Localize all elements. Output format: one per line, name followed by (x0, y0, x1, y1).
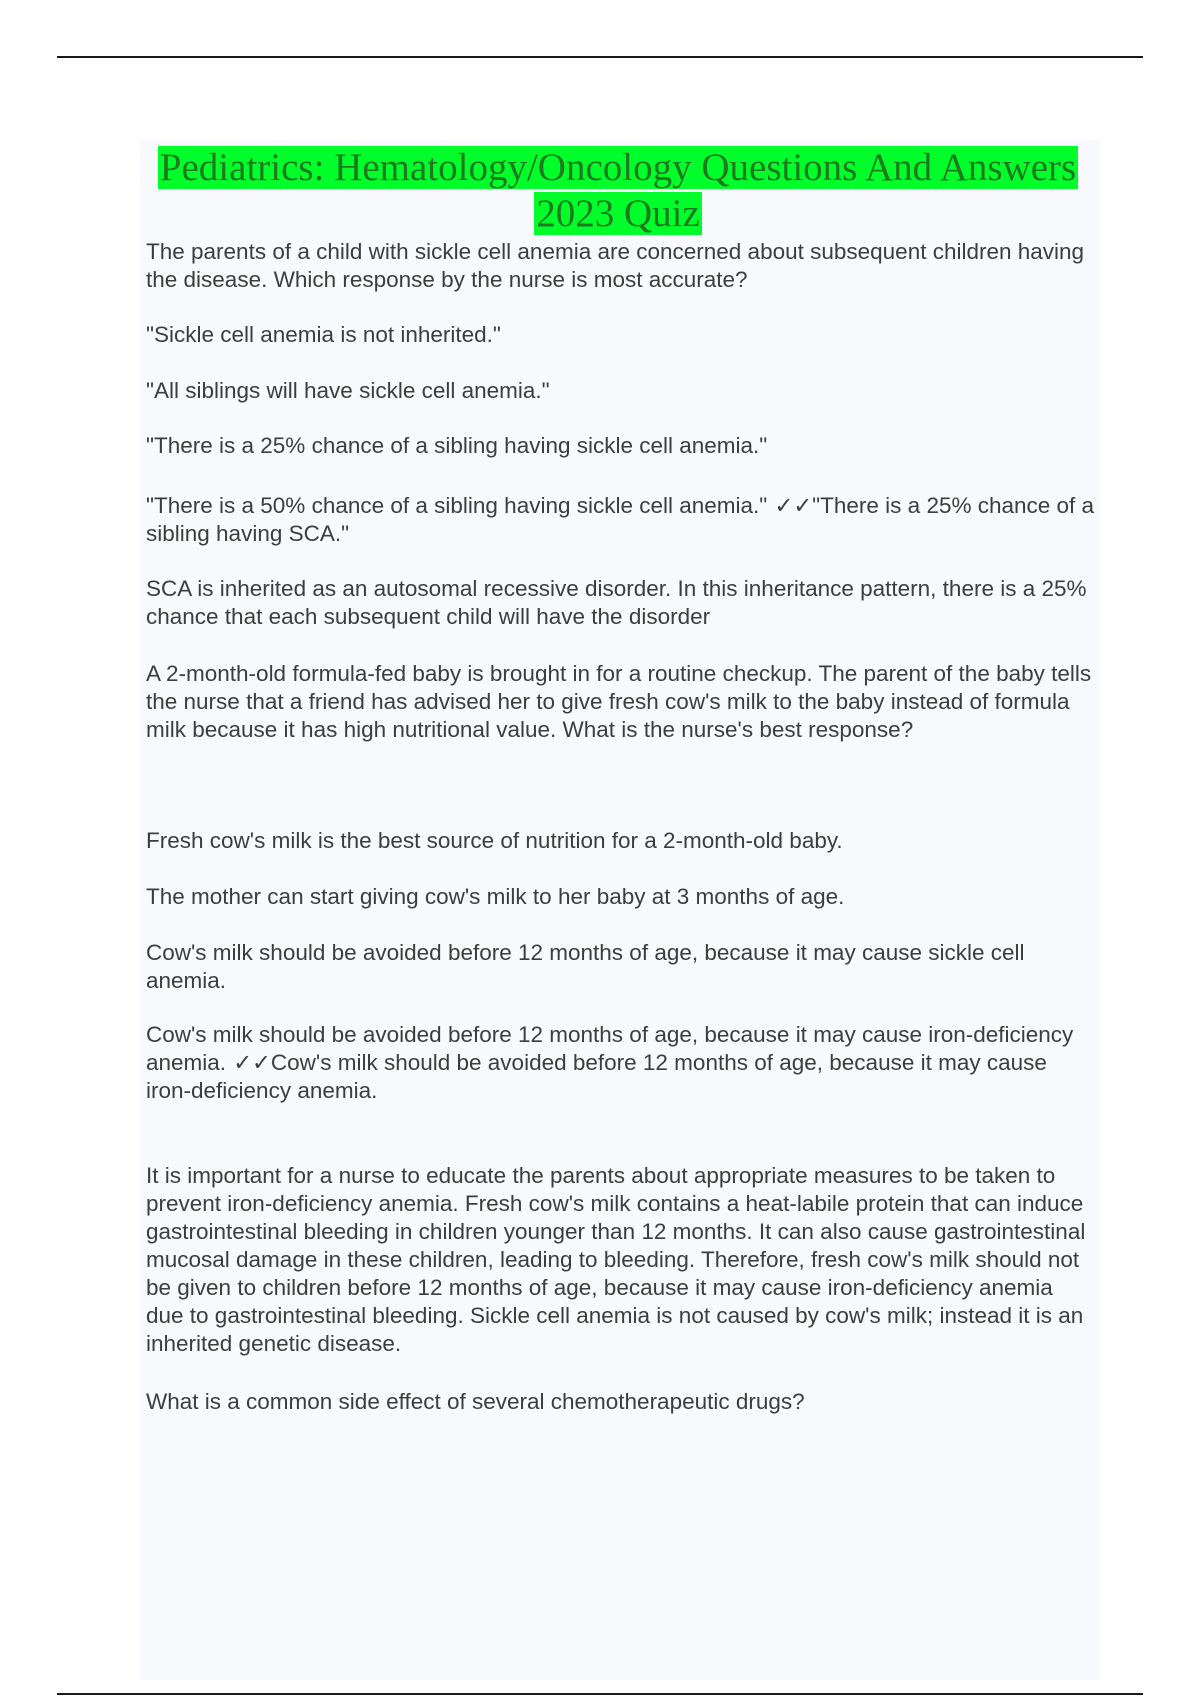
q1-option-a: "Sickle cell anemia is not inherited." (146, 322, 501, 347)
q2-rationale: It is important for a nurse to educate the parents about appropriate measures to be taken to prevent iron-deficiency anemia. Fresh cow's milk contains a heat-labile protein that can induce gastrointestinal bleeding in children younger than 12 months. It can also cause gastrointestinal mucosal damage in these children, leading to bleeding. Therefore, fresh cow's milk should not be given to children before 12 months of age, because it may cause iron-deficiency anemia due to gastrointestinal bleeding. Sickle cell anemia is not caused by cow's milk; instead it is an inherited genetic disease. (146, 1163, 1086, 1356)
top-rule (57, 56, 1143, 58)
q2-answer-check-icon: ✓✓ (226, 1050, 271, 1076)
q1-option-b: "All siblings will have sickle cell anemia." (146, 378, 550, 403)
q3-question: What is a common side effect of several chemotherapeutic drugs? (146, 1389, 805, 1414)
q2-option-a: Fresh cow's milk is the best source of nutrition for a 2-month-old baby. (146, 828, 843, 853)
q2-option-d-with-answer (146, 1021, 1096, 1105)
document-title-text: Pediatrics: Hematology/Oncology Questions And Answers 2023 Quiz (159, 146, 1077, 235)
bottom-rule (57, 1693, 1143, 1695)
q2-option-d: Cow's milk should be avoided before 12 months of age, because it may cause iron-deficiency anemia. (146, 1022, 1074, 1075)
q1-option-d-with-answer (146, 492, 1096, 548)
q2-option-c: Cow's milk should be avoided before 12 months of age, because it may cause sickle cell anemia. (146, 940, 1025, 993)
q2-answer: Cow's milk should be avoided before 12 months of age, because it may cause iron-deficiency anemia. (146, 1050, 1047, 1103)
q1-rationale: SCA is inherited as an autosomal recessive disorder. In this inheritance pattern, there is a 25% chance that each subsequent child will have the disorder (146, 576, 1087, 629)
q2-question: A 2-month-old formula-fed baby is brought in for a routine checkup. The parent of the baby tells the nurse that a friend has advised her to give fresh cow's milk to the baby instead of formula milk because it has high nutritional value. What is the nurse's best response? (146, 661, 1092, 742)
q1-answer-check-icon: ✓✓ (767, 493, 813, 519)
q1-option-c: "There is a 25% chance of a sibling having sickle cell anemia." (146, 433, 768, 458)
document-title (143, 145, 1093, 237)
q1-option-d: "There is a 50% chance of a sibling having sickle cell anemia." (146, 493, 768, 518)
q1-answer: "There is a 25% chance of a sibling having SCA." (146, 493, 1095, 546)
q2-option-b: The mother can start giving cow's milk to her baby at 3 months of age. (146, 884, 845, 909)
q1-question: The parents of a child with sickle cell anemia are concerned about subsequent children having the disease. Which response by the nurse is most accurate? (146, 239, 1085, 292)
